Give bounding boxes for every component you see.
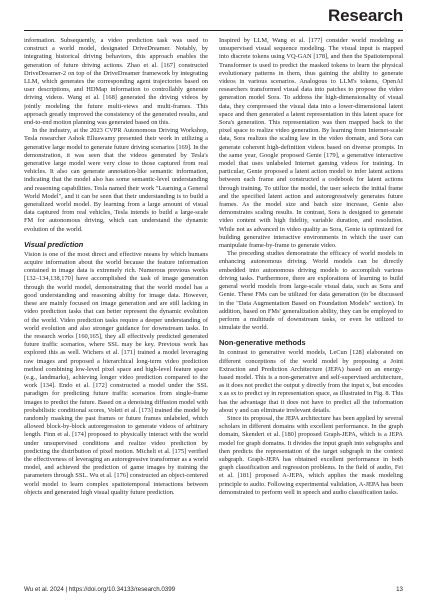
paragraph: Since its proposal, the JEPA architecture has been applied by several scholars in different domains with excellent performance. In the graph domain, Skenderi et al. [180] proposed Graph-JEPA, which is a JEPA model for graph domains. It divides the input graph into subgraphs and then predicts the representation of the target subgraph in the context subgraph. Graph-JEPA has obtained excellent performance in both graph classification and regression problems. In the field of audio, Fei et al. [181] proposed A-JEPA, which applies the mask modeling principle to audio. Following experimental validation, A-JEPA has been demonstrated to perform well in speech and audio classification tasks. <box>219 414 403 496</box>
section-heading-visual-prediction: Visual prediction <box>24 239 84 249</box>
paragraph: Vision is one of the most direct and effective means by which humans acquire information about the world because the feature information contained in image data is extremely rich. Numerous previous works [132–134,138,170] have accomplished the task of image generation through the world model, demonstrating that the world model has a good understanding and reasoning ability for image data. However, these are mainly focused on image generation and are still lacking in video prediction tasks that can better represent the dynamic evolution of the world. Video prediction tasks require a deeper understanding of world evolution and also stronger guidance for downstream tasks. In the research works [160,165], they all effectively predicted generated future traffic scenarios, where SSL may be key. Previous work has explored this as well. Wichers et al. [171] trained a model leveraging raw images and proposed a hierarchical long-term video prediction method combining low-level pixel space and high-level feature space (e.g., landmarks), achieving longer video prediction compared to the work [134]. Endo et al. [172] constructed a model under the SSL paradigm for predicting future traffic scenarios from single-frame images to predict the future. Based on a denoising diffusion model with probabilistic conditional scores, Voleti et al. [173] trained the model by randomly masking the past frames or future frames unlabeled, which allowed block-by-block autoregression to generate videos of arbitrary length. Finn et al. [174] proposed to physically interact with the world under unsupervised conditions and realize video prediction by predicting the distribution of pixel motion. Micheli et al. [175] verified the effectiveness of leveraging an autoregressive transformer as a world model, and achieved the prediction of game images by training the parameters through SSL. Wu et al. [176] constructed an object-centered world model to learn complex spatiotemporal interactions between objects and generated high visual quality future prediction. <box>24 250 208 496</box>
section-heading-non-generative: Non-generative methods <box>219 338 306 348</box>
paragraph: In the industry, at the 2023 CVPR Autonomous Driving Workshop, Tesla researcher Ashok Elluswamy presented their work in utilizing a generative large model to generate future driving scenarios [169]. In the demonstration, it was seen that the videos generated by Tesla's generative large model were very close to those captured from real vehicles. It also can generate annotation-like semantic information, indicating that the model also has some semantic-level understanding and reasoning capabilities. Tesla named their work "Learning a General World Model", and it can be seen that their understanding is to build a generalized world model. By learning from a large amount of visual data captured from real vehicles, Tesla intends to build a large-scale FM for autonomous driving, which can understand the dynamic evolution of the world. <box>24 127 208 233</box>
body-columns <box>24 37 403 572</box>
right-column <box>219 37 403 572</box>
page-number: 13 <box>396 586 403 593</box>
footer-citation: Wu et al. 2024 | https://doi.org/10.34133/research.0399 <box>24 586 176 593</box>
journal-brand: Research <box>328 6 403 25</box>
paragraph: Inspired by LLM, Wang et al. [177] consider world modeling as unsupervised visual sequence modeling. The visual input is mapped into discrete tokens using VQ-GAN [178], and then the Spatiotemporal Transformer is used to predict the masked tokens to learn the physical evolutionary patterns in them, thus gaining the ability to generate videos in various scenarios. Analogous to LLM's tokens, OpenAI researchers transformed visual data into patches to propose the video generation model Sora. To address the high-dimensionality of visual data, they compressed the visual data into a lower-dimensional latent space and then generated a latent representation in this latent space for Sora's generation. This representation was then mapped back to the pixel space to realize video generation. By learning from Internet-scale data, Sora realizes the scaling law in the video domain, and Sora can generate coherent high-definition videos based on diverse prompts. In the same year, Google proposed Genie [179], a generative interactive model that uses unlabeled Internet gaming videos for training. In particular, Genie proposed a latent action model to infer latent actions between each frame and constructed a codebook for latent actions through training. To utilize the model, the user selects the initial frame and the specified latent action and autoregressively generates future frames. As the model size and batch size increase, Genie also demonstrates scaling results. In contrast, Sora is designed to generate video content with high fidelity, variable duration, and resolution. While not as advanced in video quality as Sora, Genie is optimized for building generative interactive environments in which the user can manipulate frame-by-frame to generate video. <box>219 37 403 250</box>
paragraph: The preceding studies demonstrate the efficacy of world models in enhancing autonomous driving. World models can be directly embedded into autonomous driving models to accomplish various driving tasks. Furthermore, there are explorations of learning to build general world models from large-scale visual data, such as Sora and Genie. These FMs can be utilized for data generation (to be discussed in the "Data Augmentation Based on Foundation Models" section). In addition, based on FMs' generalization ability, they can be employed to perform a multitude of downstream tasks, or even be utilized to simulate the world. <box>219 250 403 332</box>
page-footer <box>24 586 403 596</box>
header-rule <box>24 30 403 31</box>
left-column <box>24 37 208 572</box>
page-header <box>0 0 427 34</box>
paragraph: information. Subsequently, a video prediction task was used to construct a world model, designated DriveDreamer. Notably, by integrating historical driving behaviors, this approach enables the generation of future driving actions. Zhao et al. [167] constructed DriveDreamer-2 on top of the DriveDreamer framework by integrating LLM, which generates the corresponding agent trajectories based on user descriptions, and HDMap information to controllably generate driving videos. Wang et al. [168] generated the driving videos by jointly modeling the future multi-views and multi-frames. This approach greatly improved the consistency of the generated results, and end-to-end motion planning was generated based on this. <box>24 37 208 127</box>
paragraph: In contrast to generative world models, LeCun [128] elaborated on different conceptions of the world model by proposing a Joint Extraction and Prediction Architecture (JEPA) based on an energy-based model. This is a non-generative and self-supervised architecture, as it does not predict the output y directly from the input x, but encodes x as sx to predict sy in representation space, as illustrated in Fig. 8. This has the advantage that it does not have to predict all the information about y and can eliminate irrelevant details. <box>219 349 403 414</box>
